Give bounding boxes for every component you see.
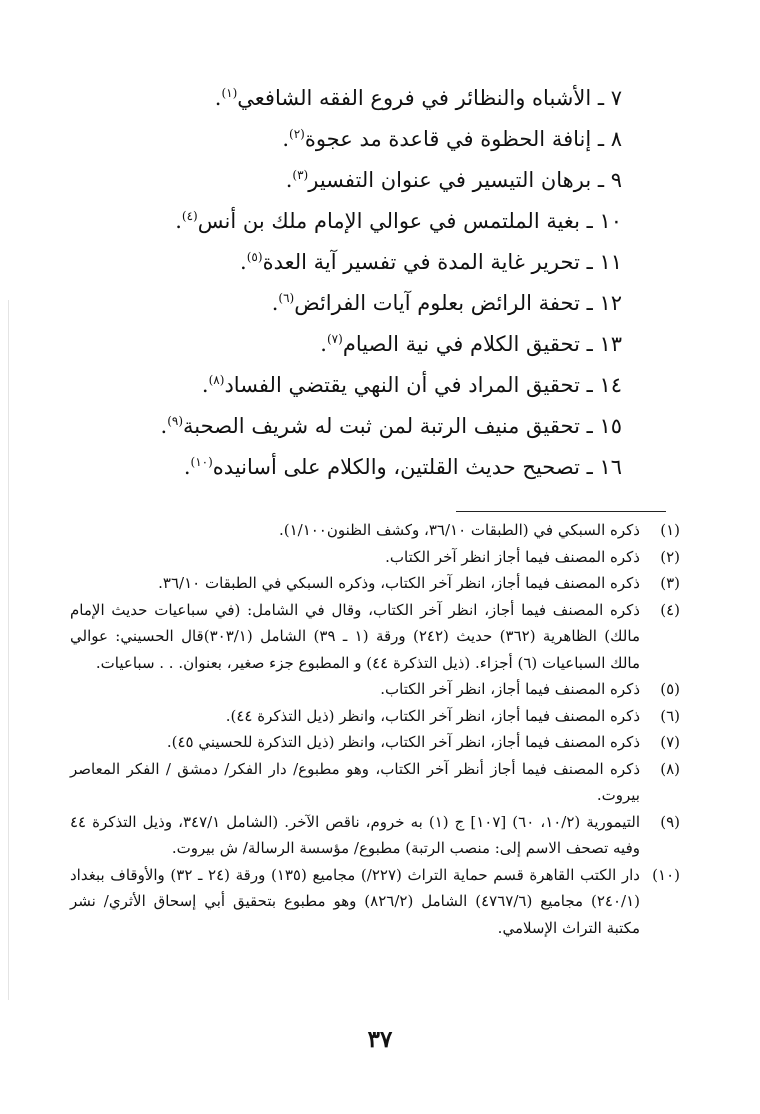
item-period: . [282, 127, 289, 151]
footnote-reference: (٨) [208, 373, 225, 387]
footnote [70, 862, 680, 942]
item-number: ١٦ ـ [586, 455, 622, 479]
footnote [70, 703, 680, 730]
footnotes [70, 517, 680, 941]
footnote-text: ذكره المصنف فيما أجاز، انظر آخر الكتاب، وانظر (ذيل التذكرة للحسيني ٤٥). [166, 733, 640, 751]
item-period: . [160, 414, 168, 438]
footnote-reference: (١٠) [190, 455, 213, 469]
list-item [152, 447, 622, 488]
item-title: إنافة الحظوة في قاعدة مد عجوة [304, 127, 592, 151]
footnote-number: (٩) [660, 812, 680, 831]
footnote-text: ذكره المصنف فيما أجاز، انظر آخر الكتاب، وذكره السبكي في الطبقات ٣٦/١٠. [158, 574, 640, 592]
item-period: . [175, 209, 182, 233]
footnote-text: ذكره المصنف فيما أجاز انظر آخر الكتاب. [385, 547, 640, 566]
item-title: تصحيح حديث القلتين، والكلام على أسانيده [212, 455, 580, 479]
item-title: برهان التيسير في عنوان التفسير [308, 168, 592, 192]
list-item [152, 324, 622, 365]
footnote [70, 570, 680, 597]
page-number: ٣٧ [367, 1026, 393, 1053]
item-title: بغية الملتمس في عوالي الإمام ملك بن أنس [197, 209, 580, 233]
list-item [152, 406, 622, 447]
footnote-text: ذكره المصنف فيما أجاز، انظر آخر الكتاب، وانظر (ذيل التذكرة ٤٤). [225, 706, 640, 725]
list-item [152, 119, 622, 160]
footnote-number: (٤) [660, 600, 680, 619]
item-title: تحقيق الكلام في نية الصيام [342, 332, 580, 356]
item-period: . [183, 455, 191, 479]
footnote-number: (٣) [660, 574, 680, 592]
item-period: . [285, 168, 293, 192]
item-number: ١٤ ـ [586, 373, 622, 397]
item-number: ١١ ـ [586, 250, 622, 274]
item-number: ٧ ـ [597, 86, 622, 110]
list-item [152, 242, 622, 283]
footnote [70, 544, 680, 571]
item-number: ١٠ ـ [586, 209, 622, 233]
works-list [152, 78, 622, 488]
item-period: . [320, 332, 327, 356]
footnote-text: ذكره المصنف فيما أجاز، انظر آخر الكتاب. [380, 680, 640, 698]
item-period: . [214, 86, 222, 110]
footnote-text: ذكره المصنف فيما أجاز أنظر آخر الكتاب، وهو مطبوع/ دار الفكر/ دمشق / الفكر المعاصر بيروت. [70, 759, 640, 804]
item-title: تحقيق المراد في أن النهي يقتضي الفساد [224, 373, 580, 397]
footnote-text: التيمورية (١٠/٢، ٦٠) [١٠٧] ج (١) به خروم، ناقص الآخر. (الشامل ٣٤٧/١، وذيل التذكرة ٤٤ وفيه تصحف الاسم إلى: منصب الرتبة) مطبوع/ مؤسسة الرسالة/ ش بيروت. [70, 812, 640, 857]
footnote-number: (٥) [660, 680, 680, 698]
list-item [152, 78, 622, 119]
item-title: تحرير غاية المدة في تفسير آية العدة [262, 250, 580, 274]
footnote-separator [456, 511, 666, 512]
footnote-number: (١٠) [652, 865, 680, 884]
footnote-reference: (٢) [289, 127, 305, 141]
footnote [70, 676, 680, 703]
list-item [152, 201, 622, 242]
footnote-reference: (٩) [167, 414, 184, 428]
footnote-reference: (٥) [246, 250, 263, 264]
footnote-text: ذكره السبكي في (الطبقات ٣٦/١٠، وكشف الظنون١/١٠٠). [278, 521, 640, 539]
list-item [152, 283, 622, 324]
footnote-number: (٦) [660, 706, 680, 725]
list-item [152, 160, 622, 201]
footnote-reference: (٧) [326, 332, 343, 346]
footnote-text: دار الكتب القاهرة قسم حماية التراث (٢٢٧/) مجاميع (١٣٥) ورقة (٢٤ ـ ٣٢) والأوقاف ببغداد (٢٤٠/١) مجاميع (٤٧٦٧/٦) الشامل (٨٢٦/٢) وهو مطبوع بتحقيق أبي إسحاق الأثري/ نشر مكتبة التراث الإسلامي. [70, 865, 641, 937]
footnote [70, 756, 680, 809]
footnote-reference: (٦) [278, 291, 295, 305]
footnote-reference: (١) [221, 86, 238, 100]
footnote [70, 517, 680, 544]
footnote [70, 809, 680, 862]
item-period: . [271, 291, 279, 315]
footnote-number: (١) [660, 521, 680, 539]
page-edge-shadow [8, 300, 9, 1000]
footnote-reference: (٤) [181, 209, 198, 223]
footnote-reference: (٣) [292, 168, 309, 182]
item-title: تحفة الرائض بعلوم آيات الفرائض [294, 291, 580, 315]
item-period: . [201, 373, 209, 397]
footnote-number: (٨) [660, 759, 680, 778]
footnote-number: (٢) [660, 547, 680, 566]
list-item [152, 365, 622, 406]
item-number: ١٢ ـ [586, 291, 622, 315]
item-number: ٩ ـ [597, 168, 622, 192]
footnote-number: (٧) [660, 733, 680, 751]
item-number: ١٣ ـ [586, 332, 622, 356]
item-number: ١٥ ـ [586, 414, 622, 438]
item-title: الأشباه والنظائر في فروع الفقه الشافعي [237, 86, 592, 110]
item-number: ٨ ـ [597, 127, 622, 151]
item-period: . [240, 250, 247, 274]
footnote-text: ذكره المصنف فيما أجاز، انظر آخر الكتاب، وقال في الشامل: (في سباعيات حديث الإمام مالك) الظاهرية (٣٦٢) حديث (٢٤٢) ورقة (١ ـ ٣٩) الشامل (٣٠٣/١)قال الحسيني: عوالي مالك السباعيات (٦) أجزاء. (ذيل التذكرة ٤٤) و المطبوع جزء صغير، بعنوان. . . سباعيات. [70, 600, 640, 672]
footnote [70, 597, 680, 677]
item-title: تحقيق منيف الرتبة لمن ثبت له شريف الصحبة [183, 414, 580, 438]
footnote [70, 729, 680, 756]
